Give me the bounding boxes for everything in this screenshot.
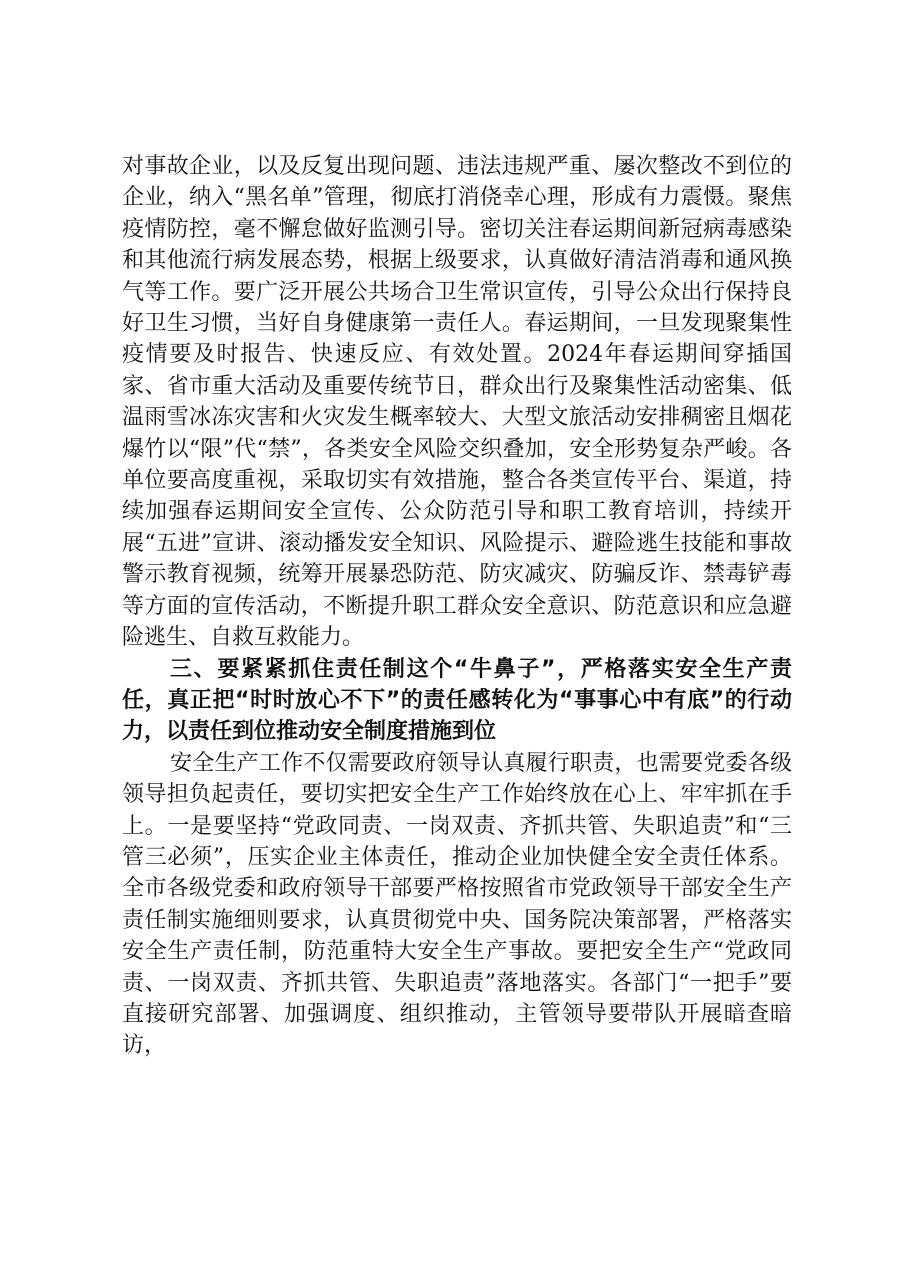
- paragraph-body-continuation: 对事故企业，以及反复出现问题、违法违规严重、屡次整改不到位的企业，纳入“黑名单”管理，彻底打消侥幸心理，形成有力震慑。聚焦疫情防控，毫不懈怠做好监测引导。密切关注春运期间新冠病毒感染和其他流行病发展态势，根据上级要求，认真做好清洁消毒和通风换气等工作。要广泛开展公共场合卫生常识宣传，引导公众出行保持良好卫生习惯，当好自身健康第一责任人。春运期间，一旦发现聚集性疫情要及时报告、快速反应、有效处置。2024年春运期间穿插国家、省市重大活动及重要传统节日，群众出行及聚集性活动密集、低温雨雪冰冻灾害和火灾发生概率较大、大型文旅活动安排稠密且烟花爆竹以“限”代“禁”，各类安全风险交织叠加，安全形势复杂严峻。各单位要高度重视，采取切实有效措施，整合各类宣传平台、渠道，持续加强春运期间安全宣传、公众防范引导和职工教育培训，持续开展“五进”宣讲、滚动播发安全知识、风险提示、避险逃生技能和事故警示教育视频，统筹开展暴恐防范、防灾减灾、防骗反诈、禁毒铲毒等方面的宣传活动，不断提升职工群众安全意识、防范意识和应急避险逃生、自救互救能力。: [122, 154, 792, 651]
- section-heading-three: 三、要紧紧抓住责任制这个“牛鼻子”，严格落实安全生产责任，真正把“时时放心不下”的责任感转化为“事事心中有底”的行动力，以责任到位推动安全制度措施到位: [122, 656, 792, 745]
- document-body: [122, 151, 792, 1062]
- paragraph-body: 安全生产工作不仅需要政府领导认真履行职责，也需要党委各级领导担负起责任，要切实把安全生产工作始终放在心上、牢牢抓在手上。一是要坚持“党政同责、一岗双责、齐抓共管、失职追责”和“三管三必须”，压实企业主体责任，推动企业加快健全安全责任体系。全市各级党委和政府领导干部要严格按照省市党政领导干部安全生产责任制实施细则要求，认真贯彻党中央、国务院决策部署，严格落实安全生产责任制，防范重特大安全生产事故。要把安全生产“党政同责、一岗双责、齐抓共管、失职追责”落地落实。各部门“一把手”要直接研究部署、加强调度、组织推动，主管领导要带队开展暗查暗访，: [122, 750, 792, 1059]
